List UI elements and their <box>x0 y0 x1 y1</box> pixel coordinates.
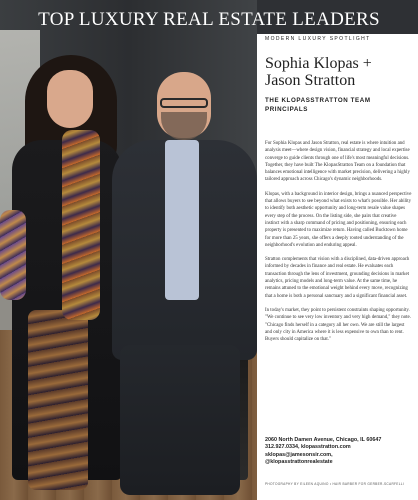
man-pants <box>120 345 240 495</box>
contact-address: 2060 North Damen Avenue, Chicago, IL 60647 <box>265 437 382 443</box>
woman-face <box>47 70 93 128</box>
agent-names <box>265 55 415 89</box>
man-shirt <box>165 140 199 300</box>
team-role: PRINCIPALS <box>265 106 309 113</box>
team-title <box>265 96 415 114</box>
woman-scarf <box>62 130 100 320</box>
paragraph: Stratton complements that vision with a disciplined, data-driven approach informed by decades in finance and real estate. He evaluates each transaction through the lens of investment, grounding decisions in market analytics, pricing models and long-term value. At the same time, he remains attuned to the emotional weight behind every move, recognizing that a home is both a personal sanctuary and a significant financial asset. <box>265 257 410 299</box>
contact-email[interactable]: sklopas@jamesonsir.com, <box>265 451 333 458</box>
man-glasses <box>160 98 208 108</box>
paragraph: Klopas, with a background in interior design, brings a nuanced perspective that allows buyers to see beyond what exists to what's possible. Her ability to identify both aesthetic opportunity and long-term resale value shapes every step of the process. On the listing side, she pairs that creative instinct with a sharp command of pricing and positioning, ensuring each property is presented to maximize return. Having called Bucktown home for more than 25 years, she offers a deeply rooted understanding of the neighborhood's evolution and enduring appeal. <box>265 191 412 248</box>
article-body <box>265 140 412 350</box>
page-headline: TOP LUXURY REAL ESTATE LEADERS <box>38 9 380 30</box>
paragraph: In today's market, they point to persistent constraints shaping opportunity. "We continue to see very low inventory and very high demand," they note. "Chicago finds herself in a category all her own. We are still the largest and only city in America where it is less expensive to own than to rent. Buyers should capitalize on that." <box>265 307 411 343</box>
woman-legs <box>28 310 88 490</box>
contact-social[interactable]: @klopasstrattonrealestate <box>265 459 333 466</box>
contact-phone-web[interactable]: 312.927.0334, klopasstratton.com <box>265 444 351 451</box>
paragraph: For Sophia Klopas and Jason Stratton, real estate is where intuition and analysis meet—where design vision, financial strategy and local expertise converge to guide clients through one of life's most meaningful decisions. Together, they have built The KlopasStratton Team on a foundation that balances emotional intelligence with market precision, delivering a highly tailored approach across Chicago's dynamic neighborhoods. <box>265 141 410 183</box>
photo-credit: PHOTOGRAPHY BY EILEEN AQUINO • HAIR BARBER FOR GERBER-SCARFELLI <box>265 482 405 486</box>
agent-name-1: Sophia Klopas + <box>265 55 372 72</box>
section-kicker: MODERN LUXURY SPOTLIGHT <box>265 36 371 42</box>
woman-sleeve <box>0 210 26 300</box>
agent-name-2: Jason Stratton <box>265 72 356 89</box>
team-name: THE KLOPASSTRATTON TEAM <box>265 97 371 104</box>
contact-block <box>265 437 415 467</box>
